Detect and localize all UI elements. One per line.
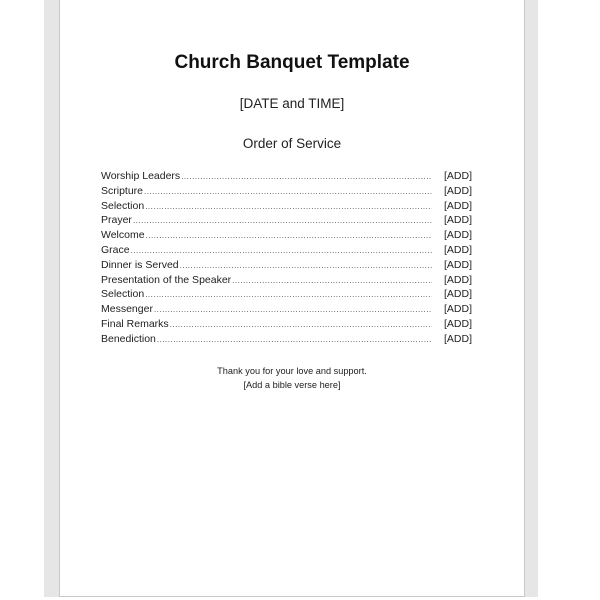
service-item-value: [ADD] xyxy=(443,258,472,271)
service-item-grace xyxy=(101,244,472,259)
service-item-label: Welcome xyxy=(101,229,145,242)
service-item-scripture xyxy=(101,185,472,200)
dot-leader xyxy=(144,187,432,196)
service-item-dinner-is-served xyxy=(101,259,472,274)
dot-leader xyxy=(232,276,432,285)
service-item-label: Benediction xyxy=(101,332,156,345)
service-item-messenger xyxy=(101,303,472,318)
service-item-label: Worship Leaders xyxy=(101,170,181,182)
dot-leader xyxy=(146,231,432,240)
service-item-label: Dinner is Served xyxy=(101,258,179,271)
service-item-label: Selection xyxy=(101,288,145,301)
service-item-label: Messenger xyxy=(101,303,153,316)
service-item-value: [ADD] xyxy=(443,199,472,212)
dot-leader xyxy=(170,320,432,329)
dot-leader xyxy=(154,305,432,314)
document-title: Church Banquet Template xyxy=(174,52,410,73)
service-item-label: Final Remarks xyxy=(101,317,169,330)
dot-leader xyxy=(145,202,432,211)
service-item-benediction xyxy=(101,333,472,348)
service-item-value: [ADD] xyxy=(443,170,472,182)
document-page[interactable] xyxy=(59,0,525,597)
service-item-label: Grace xyxy=(101,243,130,256)
service-item-welcome xyxy=(101,229,472,244)
service-item-value: [ADD] xyxy=(443,214,472,227)
service-item-selection xyxy=(101,200,472,215)
dot-leader xyxy=(131,246,432,255)
service-item-label: Prayer xyxy=(101,214,132,227)
dot-leader xyxy=(180,261,432,270)
bible-verse-placeholder: [Add a bible verse here] xyxy=(243,380,341,390)
service-item-value: [ADD] xyxy=(443,273,472,286)
service-item-value: [ADD] xyxy=(443,317,472,330)
dot-leader xyxy=(145,290,432,299)
service-item-value: [ADD] xyxy=(443,288,472,301)
service-item-value: [ADD] xyxy=(443,229,472,242)
service-item-value: [ADD] xyxy=(443,303,472,316)
thank-you-note: Thank you for your love and support. xyxy=(217,366,367,376)
dot-leader xyxy=(181,172,432,181)
service-item-presentation-of-the-speaker xyxy=(101,274,472,289)
service-item-prayer xyxy=(101,214,472,229)
service-item-value: [ADD] xyxy=(443,243,472,256)
dot-leader xyxy=(133,216,432,225)
service-item-value: [ADD] xyxy=(443,184,472,197)
service-item-label: Scripture xyxy=(101,184,144,197)
order-of-service-heading: Order of Service xyxy=(242,136,342,151)
date-time-placeholder: [DATE and TIME] xyxy=(239,96,345,111)
service-item-worship-leaders xyxy=(101,170,472,185)
service-item-label: Selection xyxy=(101,199,145,212)
service-item-value: [ADD] xyxy=(443,332,472,345)
order-of-service-list xyxy=(101,170,472,348)
service-item-final-remarks xyxy=(101,318,472,333)
service-item-label: Presentation of the Speaker xyxy=(101,273,232,286)
dot-leader xyxy=(157,335,432,344)
service-item-selection-2 xyxy=(101,288,472,303)
